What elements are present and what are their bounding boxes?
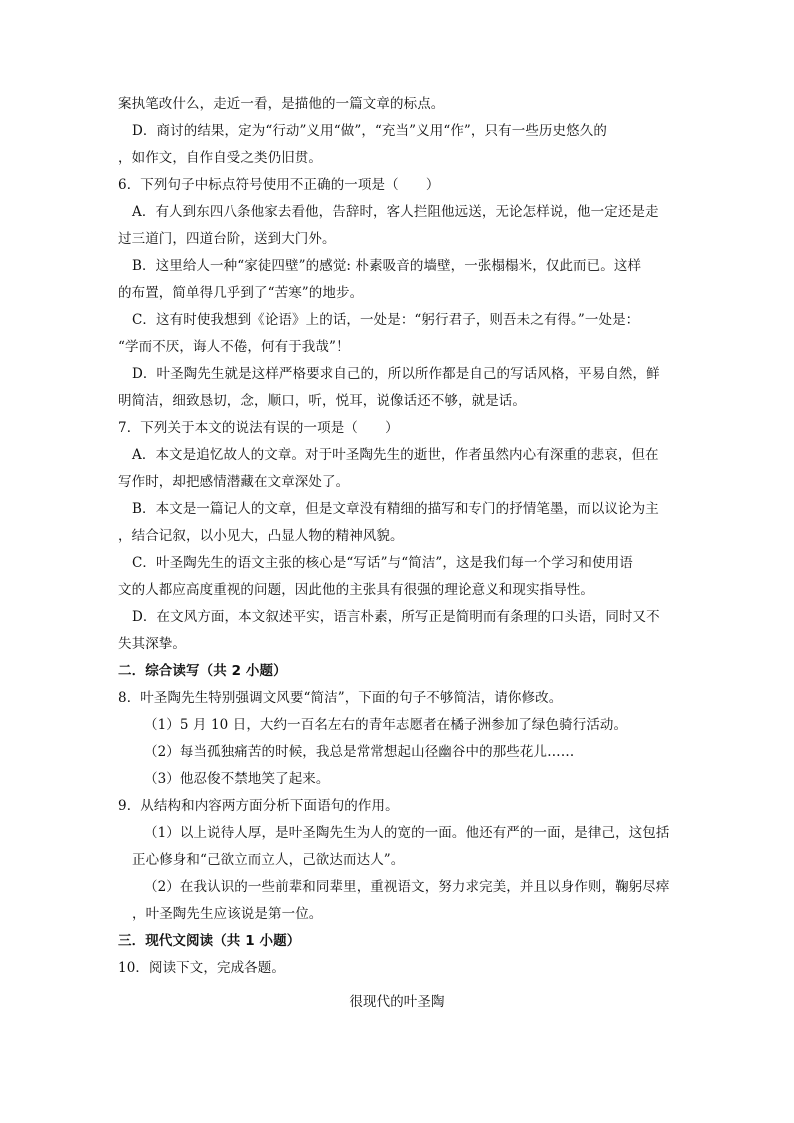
text-line: 文的人都应高度重视的问题，因此他的主张具有很强的理论意义和现实指导性。 [118,582,594,598]
question-8: 8．叶圣陶先生特别强调文风要“简洁”，下面的句子不够简洁，请你修改。 [118,690,563,706]
q7-option-a: A．本文是追忆故人的文章。对于叶圣陶先生的逝世，作者虽然内心有深重的悲哀，但在 [132,447,659,463]
text-line: ，叶圣陶先生应该说是第一位。 [132,906,323,922]
q9-item-1: （1）以上说待人厚，是叶圣陶先生为人的宽的一面。他还有严的一面，是律己，这包括 [144,825,670,841]
q6-option-b: B．这里给人一种“家徒四壁”的感觉: 朴素吸音的墙壁，一张榻榻米，仅此而已。这样 [132,258,642,274]
text-line: 失其深挚。 [118,636,186,652]
text-line: 过三道门，四道台阶，送到大门外。 [118,231,336,247]
q8-item-1: （1）5 月 10 日，大约一百名左右的青年志愿者在橘子洲参加了绿色骑行活动。 [144,717,628,733]
text-line: 明简洁，细致恳切，念，顺口，听，悦耳，说像话还不够，就是话。 [118,393,526,409]
q7-option-d: D．在文风方面，本文叙述平实，语言朴素，所写正是简明而有条理的口头语，同时又不 [132,609,660,625]
section-heading-3: 三．现代文阅读（共 1 小题） [118,933,301,949]
text-line: 案执笔改什么，走近一看，是描他的一篇文章的标点。 [118,96,445,112]
text-line: 的布置，简单得几乎到了“苦寒”的地步。 [118,285,364,301]
q6-option-c: C．这有时使我想到《论语》上的话，一处是：“躬行君子，则吾未之有得。”一处是： [132,312,640,328]
text-line: ，如作文，自作自受之类仍旧贯。 [118,150,322,166]
text-line: “学而不厌，诲人不倦，何有于我哉”！ [118,339,350,355]
q6-option-d: D．叶圣陶先生就是这样严格要求自己的，所以所作都是自己的写话风格，平易自然，鲜 [132,366,660,382]
text-line: ，结合记叙，以小见大，凸显人物的精神风貌。 [118,528,404,544]
article-title: 很现代的叶圣陶 [349,994,445,1010]
question-9: 9．从结构和内容两方面分析下面语句的作用。 [118,798,399,814]
option-d-line: D．商讨的结果，定为“行动”义用“做”，“充当”义用“作”，只有一些历史悠久的 [132,123,607,139]
question-6: 6．下列句子中标点符号使用不正确的一项是（ ） [118,177,440,193]
q8-item-3: （3）他忍俊不禁地笑了起来。 [144,771,330,787]
question-7: 7．下列关于本文的说法有误的一项是（ ） [118,420,399,436]
q7-option-b: B．本文是一篇记人的文章，但是文章没有精细的描写和专门的抒情笔墨，而以议论为主 [132,501,659,517]
q9-item-2: （2）在我认识的一些前辈和同辈里，重视语文，努力求完美，并且以身作则，鞠躬尽瘁 [144,879,670,895]
text-line: 写作时，却把感情潜藏在文章深处了。 [118,474,350,490]
q7-option-c: C．叶圣陶先生的语文主张的核心是“写话”与“简洁”，这是我们每一个学习和使用语 [132,555,633,571]
section-heading-2: 二．综合读写（共 2 小题） [118,663,287,679]
q6-option-a: A．有人到东四八条他家去看他，告辞时，客人拦阻他远送，无论怎样说，他一定还是走 [132,204,659,220]
q8-item-2: （2）每当孤独痛苦的时候，我总是常常想起山径幽谷中的那些花儿…… [144,744,575,760]
question-10: 10．阅读下文，完成各题。 [118,960,285,976]
text-line: 正心修身和“己欲立而立人，己欲达而达人”。 [132,852,405,868]
